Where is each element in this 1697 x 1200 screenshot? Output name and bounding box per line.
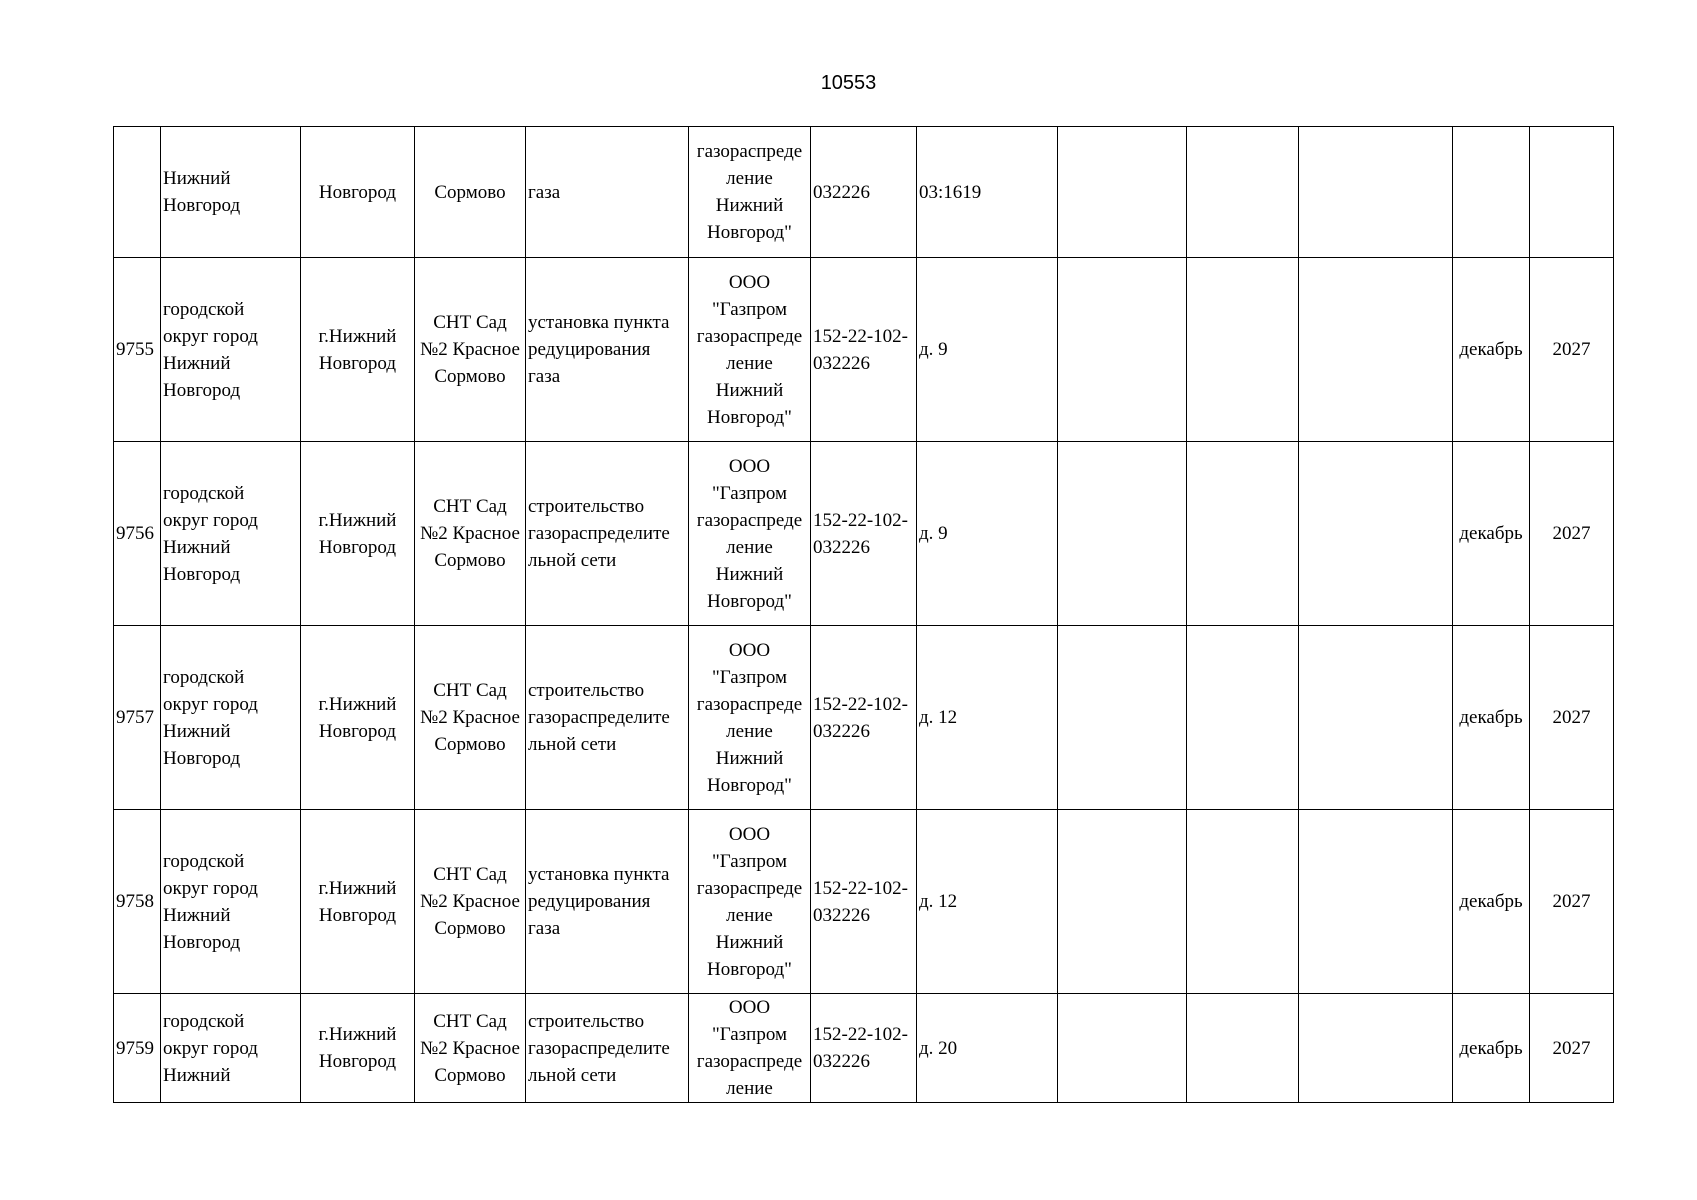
- cell-program-code: 032226: [811, 127, 917, 258]
- cell-empty: [1299, 442, 1453, 626]
- cell-work-type: установка пункта редуцирования газа: [526, 258, 689, 442]
- cell-empty: [1058, 994, 1187, 1103]
- cell-organization: ООО "Газпром газораспреде ление Нижний Новгород": [689, 442, 811, 626]
- cell-settlement: г.Нижний Новгород: [301, 258, 415, 442]
- cell-empty: [1187, 994, 1299, 1103]
- cell-empty: [1299, 127, 1453, 258]
- table-row: [114, 626, 1614, 810]
- cell-year: 2027: [1530, 258, 1614, 442]
- cell-plot: 03:1619: [917, 127, 1058, 258]
- cell-location: СНТ Сад №2 Красное Сормово: [415, 258, 526, 442]
- cell-settlement: г.Нижний Новгород: [301, 626, 415, 810]
- cell-program-code: 152-22-102- 032226: [811, 810, 917, 994]
- cell-plot: д. 20: [917, 994, 1058, 1103]
- cell-empty: [1299, 626, 1453, 810]
- cell-district: городской округ город Нижний Новгород: [161, 810, 301, 994]
- cell-empty: [1187, 810, 1299, 994]
- cell-empty: [1187, 626, 1299, 810]
- table-row: [114, 810, 1614, 994]
- cell-district: городской округ город Нижний Новгород: [161, 442, 301, 626]
- cell-year: 2027: [1530, 994, 1614, 1103]
- cell-year: 2027: [1530, 442, 1614, 626]
- cell-settlement: Новгород: [301, 127, 415, 258]
- cell-location: СНТ Сад №2 Красное Сормово: [415, 810, 526, 994]
- cell-district: городской округ город Нижний: [161, 994, 301, 1103]
- cell-organization: ООО "Газпром газораспреде ление Нижний Новгород": [689, 810, 811, 994]
- cell-work-type: строительство газораспределите льной сети: [526, 626, 689, 810]
- register-table: [113, 126, 1614, 1103]
- cell-work-type: строительство газораспределите льной сети: [526, 994, 689, 1103]
- cell-program-code: 152-22-102- 032226: [811, 442, 917, 626]
- cell-plot: д. 9: [917, 442, 1058, 626]
- cell-number: [114, 127, 161, 258]
- cell-district: городской округ город Нижний Новгород: [161, 626, 301, 810]
- cell-plot: д. 9: [917, 258, 1058, 442]
- cell-empty: [1299, 994, 1453, 1103]
- cell-month: декабрь: [1453, 442, 1530, 626]
- cell-empty: [1058, 127, 1187, 258]
- cell-year: 2027: [1530, 810, 1614, 994]
- cell-month: декабрь: [1453, 810, 1530, 994]
- cell-district: городской округ город Нижний Новгород: [161, 258, 301, 442]
- cell-organization: ООО "Газпром газораспреде ление Нижний Новгород": [689, 626, 811, 810]
- cell-empty: [1187, 442, 1299, 626]
- cell-year: 2027: [1530, 626, 1614, 810]
- cell-number: 9759: [114, 994, 161, 1103]
- cell-empty: [1187, 258, 1299, 442]
- cell-month: декабрь: [1453, 994, 1530, 1103]
- cell-number: 9758: [114, 810, 161, 994]
- cell-year: [1530, 127, 1614, 258]
- page-number: 10553: [820, 72, 877, 94]
- cell-settlement: г.Нижний Новгород: [301, 994, 415, 1103]
- cell-settlement: г.Нижний Новгород: [301, 810, 415, 994]
- cell-organization: газораспреде ление Нижний Новгород": [689, 127, 811, 258]
- table-row: [114, 994, 1614, 1103]
- cell-number: 9757: [114, 626, 161, 810]
- cell-month: декабрь: [1453, 626, 1530, 810]
- cell-work-type: строительство газораспределите льной сети: [526, 442, 689, 626]
- cell-empty: [1299, 810, 1453, 994]
- table-row: [114, 442, 1614, 626]
- cell-month: декабрь: [1453, 258, 1530, 442]
- table-row: [114, 258, 1614, 442]
- cell-number: 9756: [114, 442, 161, 626]
- cell-plot: д. 12: [917, 626, 1058, 810]
- cell-district: Нижний Новгород: [161, 127, 301, 258]
- cell-program-code: 152-22-102- 032226: [811, 994, 917, 1103]
- cell-empty: [1299, 258, 1453, 442]
- cell-number: 9755: [114, 258, 161, 442]
- cell-empty: [1058, 810, 1187, 994]
- cell-empty: [1058, 442, 1187, 626]
- cell-empty: [1187, 127, 1299, 258]
- table-row: [114, 127, 1614, 258]
- cell-location: СНТ Сад №2 Красное Сормово: [415, 442, 526, 626]
- cell-program-code: 152-22-102- 032226: [811, 626, 917, 810]
- cell-month: [1453, 127, 1530, 258]
- cell-plot: д. 12: [917, 810, 1058, 994]
- cell-work-type: газа: [526, 127, 689, 258]
- cell-location: СНТ Сад №2 Красное Сормово: [415, 626, 526, 810]
- cell-organization: ООО "Газпром газораспреде ление: [689, 994, 811, 1103]
- cell-empty: [1058, 258, 1187, 442]
- cell-location: Сормово: [415, 127, 526, 258]
- cell-work-type: установка пункта редуцирования газа: [526, 810, 689, 994]
- cell-organization: ООО "Газпром газораспреде ление Нижний Новгород": [689, 258, 811, 442]
- cell-settlement: г.Нижний Новгород: [301, 442, 415, 626]
- cell-program-code: 152-22-102- 032226: [811, 258, 917, 442]
- cell-empty: [1058, 626, 1187, 810]
- cell-location: СНТ Сад №2 Красное Сормово: [415, 994, 526, 1103]
